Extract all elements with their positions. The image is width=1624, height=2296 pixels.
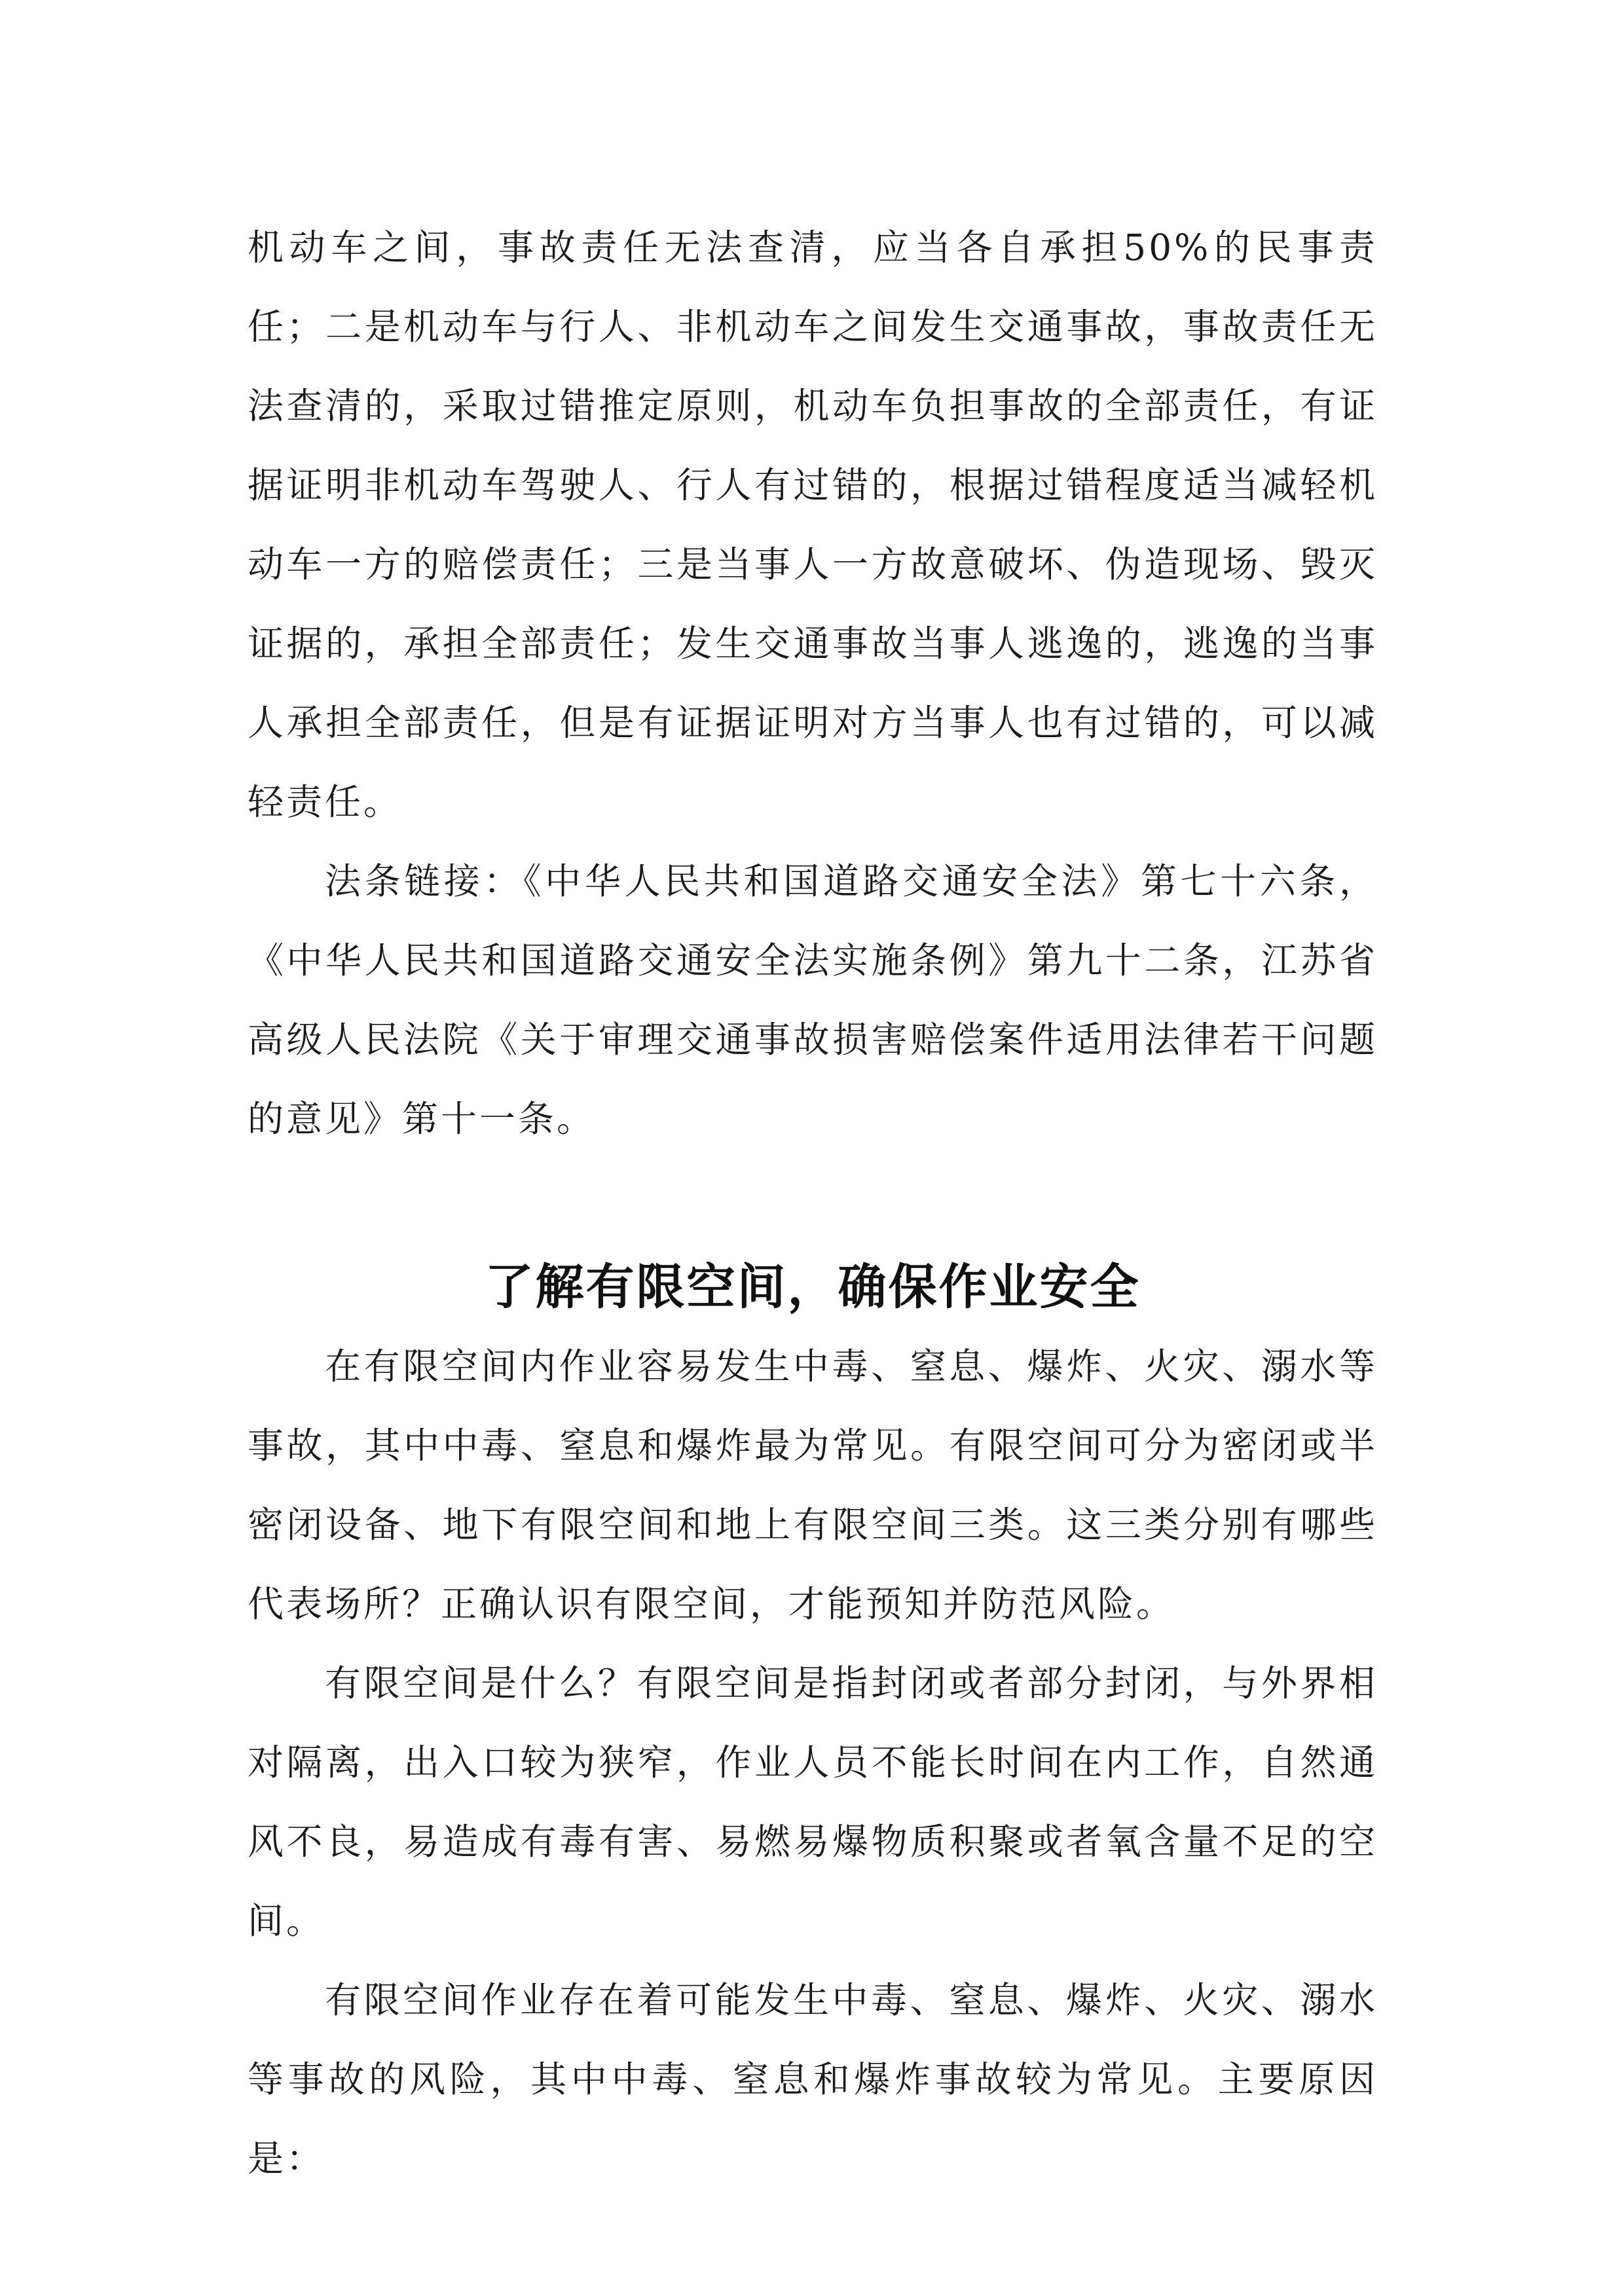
paragraph-confined-space-intro: 在有限空间内作业容易发生中毒、窒息、爆炸、火灾、溺水等事故，其中中毒、窒息和爆炸最为常见。有限空间可分为密闭或半密闭设备、地下有限空间和地上有限空间三类。这三类分别有哪些代表场所？正确认识有限空间，才能预知并防范风险。 (248, 1345, 1378, 1625)
section-spacer (248, 1159, 1378, 1247)
document-body (248, 208, 1378, 2198)
paragraph-legal-references: 法条链接：《中华人民共和国道路交通安全法》第七十六条，《中华人民共和国道路交通安全法实施条例》第九十二条，江苏省高级人民法院《关于审理交通事故损害赔偿案件适用法律若干问题的意见》第十一条。 (248, 860, 1378, 1140)
paragraph-liability-rules: 机动车之间，事故责任无法查清，应当各自承担50%的民事责任；二是机动车与行人、非机动车之间发生交通事故，事故责任无法查清的，采取过错推定原则，机动车负担事故的全部责任，有证据证明非机动车驾驶人、行人有过错的，根据过错程度适当减轻机动车一方的赔偿责任；三是当事人一方故意破坏、伪造现场、毁灭证据的，承担全部责任；发生交通事故当事人逃逸的，逃逸的当事人承担全部责任，但是有证据证明对方当事人也有过错的，可以减轻责任。 (248, 227, 1378, 823)
paragraph-confined-space-risks: 有限空间作业存在着可能发生中毒、窒息、爆炸、火灾、溺水等事故的风险，其中中毒、窒息和爆炸事故较为常见。主要原因是： (248, 1979, 1378, 2179)
paragraph-confined-space-definition: 有限空间是什么？有限空间是指封闭或者部分封闭，与外界相对隔离，出入口较为狭窄，作业人员不能长时间在内工作，自然通风不良，易造成有毒有害、易燃易爆物质积聚或者氧含量不足的空间。 (248, 1662, 1378, 1942)
section-title: 了解有限空间，确保作业安全 (485, 1259, 1141, 1315)
